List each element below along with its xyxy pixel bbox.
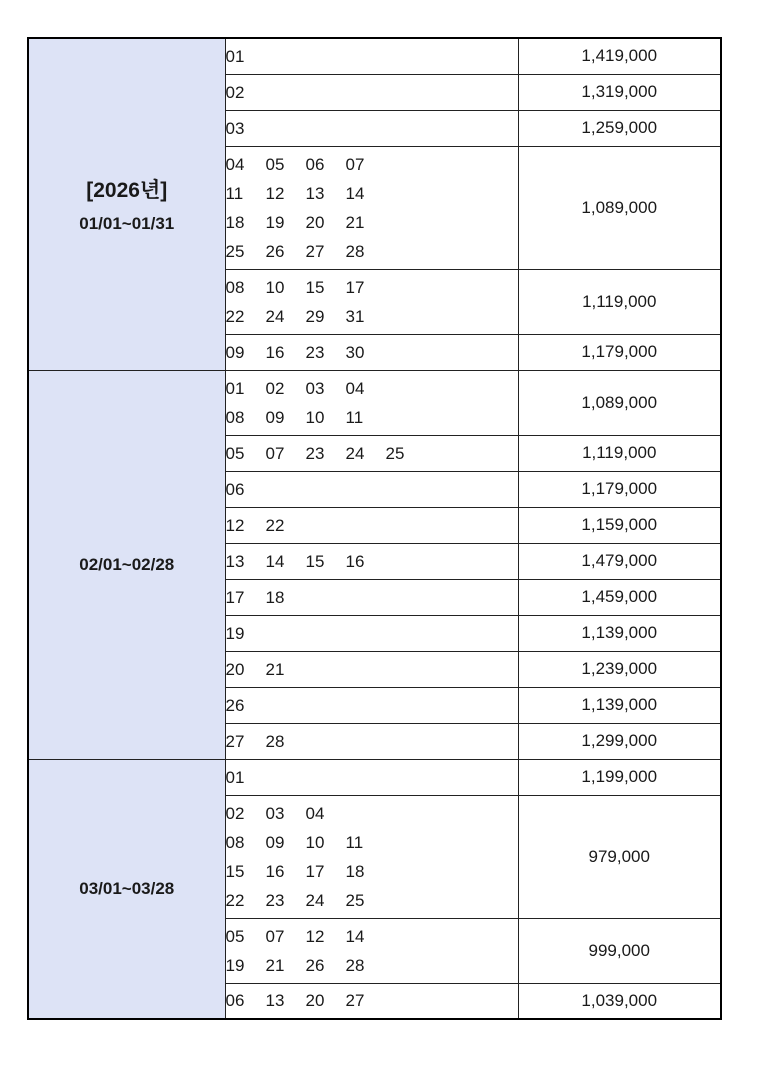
day-line (226, 114, 518, 143)
day-number: 04 (225, 154, 245, 174)
day-number: 31 (345, 306, 365, 326)
day-line (226, 655, 518, 684)
day-number: 11 (225, 183, 244, 203)
day-line (226, 338, 518, 367)
day-number: 28 (345, 955, 365, 975)
days-cell (225, 687, 518, 723)
days-cell (225, 723, 518, 759)
price-cell: 1,039,000 (518, 983, 721, 1019)
day-number: 23 (305, 342, 325, 362)
day-number: 23 (305, 443, 325, 463)
days-cell (225, 759, 518, 795)
day-number: 15 (305, 277, 325, 297)
day-line (226, 922, 518, 951)
day-number: 26 (225, 695, 245, 715)
day-number: 08 (225, 277, 245, 297)
days-cell (225, 38, 518, 74)
days-cell (225, 507, 518, 543)
day-line (226, 986, 518, 1015)
day-number: 11 (345, 832, 364, 852)
day-number: 19 (265, 212, 285, 232)
year-label: [2026년] (86, 179, 168, 203)
price-cell: 1,259,000 (518, 110, 721, 146)
day-number: 15 (305, 551, 325, 571)
day-number: 12 (225, 515, 245, 535)
day-number: 13 (305, 183, 325, 203)
day-number: 28 (265, 731, 285, 751)
day-number: 25 (345, 890, 365, 910)
price-cell: 1,089,000 (518, 370, 721, 435)
day-number: 14 (265, 551, 285, 571)
day-number: 17 (225, 587, 245, 607)
day-number: 18 (345, 861, 365, 881)
day-number: 07 (265, 926, 285, 946)
day-number: 18 (225, 212, 245, 232)
price-cell: 1,119,000 (518, 435, 721, 471)
price-cell: 1,139,000 (518, 615, 721, 651)
day-number: 25 (225, 241, 245, 261)
day-line (226, 857, 518, 886)
price-cell: 1,299,000 (518, 723, 721, 759)
day-number: 06 (225, 479, 245, 499)
price-cell: 1,239,000 (518, 651, 721, 687)
day-number: 05 (265, 154, 285, 174)
day-number: 20 (225, 659, 245, 679)
day-line (226, 150, 518, 179)
day-number: 17 (345, 277, 365, 297)
day-number: 01 (225, 46, 245, 66)
day-number: 27 (225, 731, 245, 751)
day-number: 26 (305, 955, 325, 975)
days-cell (225, 918, 518, 983)
days-cell (225, 795, 518, 918)
period-cell (28, 759, 225, 1019)
day-line (226, 439, 518, 468)
days-cell (225, 334, 518, 370)
price-cell: 1,199,000 (518, 759, 721, 795)
day-line (226, 78, 518, 107)
day-line (226, 42, 518, 71)
day-number: 17 (305, 861, 325, 881)
price-cell: 1,179,000 (518, 334, 721, 370)
day-number: 27 (345, 991, 365, 1011)
day-number: 05 (225, 926, 245, 946)
day-number: 16 (345, 551, 365, 571)
price-cell: 1,319,000 (518, 74, 721, 110)
days-cell (225, 370, 518, 435)
day-number: 22 (265, 515, 285, 535)
price-cell: 1,089,000 (518, 146, 721, 269)
day-number: 12 (305, 926, 325, 946)
day-line (226, 547, 518, 576)
day-number: 06 (225, 991, 245, 1011)
price-cell: 1,119,000 (518, 269, 721, 334)
day-number: 22 (225, 306, 245, 326)
day-number: 08 (225, 832, 245, 852)
day-line (226, 237, 518, 266)
price-cell: 1,459,000 (518, 579, 721, 615)
day-number: 01 (225, 767, 245, 787)
day-number: 04 (305, 803, 325, 823)
day-line (226, 374, 518, 403)
day-number: 11 (345, 407, 364, 427)
price-cell: 1,179,000 (518, 471, 721, 507)
period-cell (28, 370, 225, 759)
days-cell (225, 579, 518, 615)
day-line (226, 179, 518, 208)
day-line (226, 511, 518, 540)
day-number: 25 (385, 443, 405, 463)
price-cell: 999,000 (518, 918, 721, 983)
day-number: 09 (265, 832, 285, 852)
day-number: 12 (265, 183, 285, 203)
day-number: 08 (225, 407, 245, 427)
day-number: 10 (305, 407, 325, 427)
day-number: 07 (345, 154, 365, 174)
day-number: 29 (305, 306, 325, 326)
days-cell (225, 615, 518, 651)
day-number: 14 (345, 926, 365, 946)
day-line (226, 273, 518, 302)
day-number: 21 (345, 212, 365, 232)
day-number: 10 (265, 277, 285, 297)
days-cell (225, 435, 518, 471)
day-line (226, 727, 518, 756)
day-number: 21 (265, 955, 285, 975)
date-range-label: 01/01~01/31 (79, 214, 175, 234)
day-number: 20 (305, 991, 325, 1011)
day-number: 14 (345, 183, 365, 203)
price-cell: 1,159,000 (518, 507, 721, 543)
day-number: 24 (305, 890, 325, 910)
day-line (226, 799, 518, 828)
day-number: 21 (265, 659, 285, 679)
day-line (226, 763, 518, 792)
day-number: 02 (225, 82, 245, 102)
days-cell (225, 110, 518, 146)
day-number: 24 (345, 443, 365, 463)
price-cell: 1,419,000 (518, 38, 721, 74)
day-number: 23 (265, 890, 285, 910)
price-cell: 979,000 (518, 795, 721, 918)
day-number: 28 (345, 241, 365, 261)
day-number: 26 (265, 241, 285, 261)
day-line (226, 619, 518, 648)
day-line (226, 828, 518, 857)
table-row (28, 370, 721, 435)
day-number: 27 (305, 241, 325, 261)
price-cell: 1,139,000 (518, 687, 721, 723)
day-number: 16 (265, 342, 285, 362)
period-cell (28, 38, 225, 370)
day-number: 20 (305, 212, 325, 232)
day-number: 13 (265, 991, 285, 1011)
price-table (27, 37, 722, 1020)
day-line (226, 691, 518, 720)
day-number: 19 (225, 955, 245, 975)
day-number: 09 (225, 342, 245, 362)
day-number: 10 (305, 832, 325, 852)
day-number: 16 (265, 861, 285, 881)
day-number: 04 (345, 378, 365, 398)
day-number: 02 (225, 803, 245, 823)
day-number: 24 (265, 306, 285, 326)
days-cell (225, 651, 518, 687)
days-cell (225, 146, 518, 269)
date-range-label: 03/01~03/28 (79, 878, 175, 898)
day-line (226, 583, 518, 612)
date-range-label: 02/01~02/28 (79, 554, 175, 574)
days-cell (225, 543, 518, 579)
day-number: 02 (265, 378, 285, 398)
day-number: 22 (225, 890, 245, 910)
day-number: 03 (305, 378, 325, 398)
day-number: 05 (225, 443, 245, 463)
days-cell (225, 983, 518, 1019)
day-number: 19 (225, 623, 245, 643)
day-number: 07 (265, 443, 285, 463)
day-number: 15 (225, 861, 245, 881)
day-number: 03 (225, 118, 245, 138)
days-cell (225, 471, 518, 507)
days-cell (225, 74, 518, 110)
day-number: 01 (225, 378, 245, 398)
day-line (226, 475, 518, 504)
day-line (226, 302, 518, 331)
table-row (28, 38, 721, 74)
day-line (226, 886, 518, 915)
day-line (226, 951, 518, 980)
day-number: 03 (265, 803, 285, 823)
day-line (226, 403, 518, 432)
day-number: 13 (225, 551, 245, 571)
day-number: 18 (265, 587, 285, 607)
day-line (226, 208, 518, 237)
day-number: 30 (345, 342, 365, 362)
price-cell: 1,479,000 (518, 543, 721, 579)
table-row (28, 759, 721, 795)
day-number: 06 (305, 154, 325, 174)
day-number: 09 (265, 407, 285, 427)
days-cell (225, 269, 518, 334)
